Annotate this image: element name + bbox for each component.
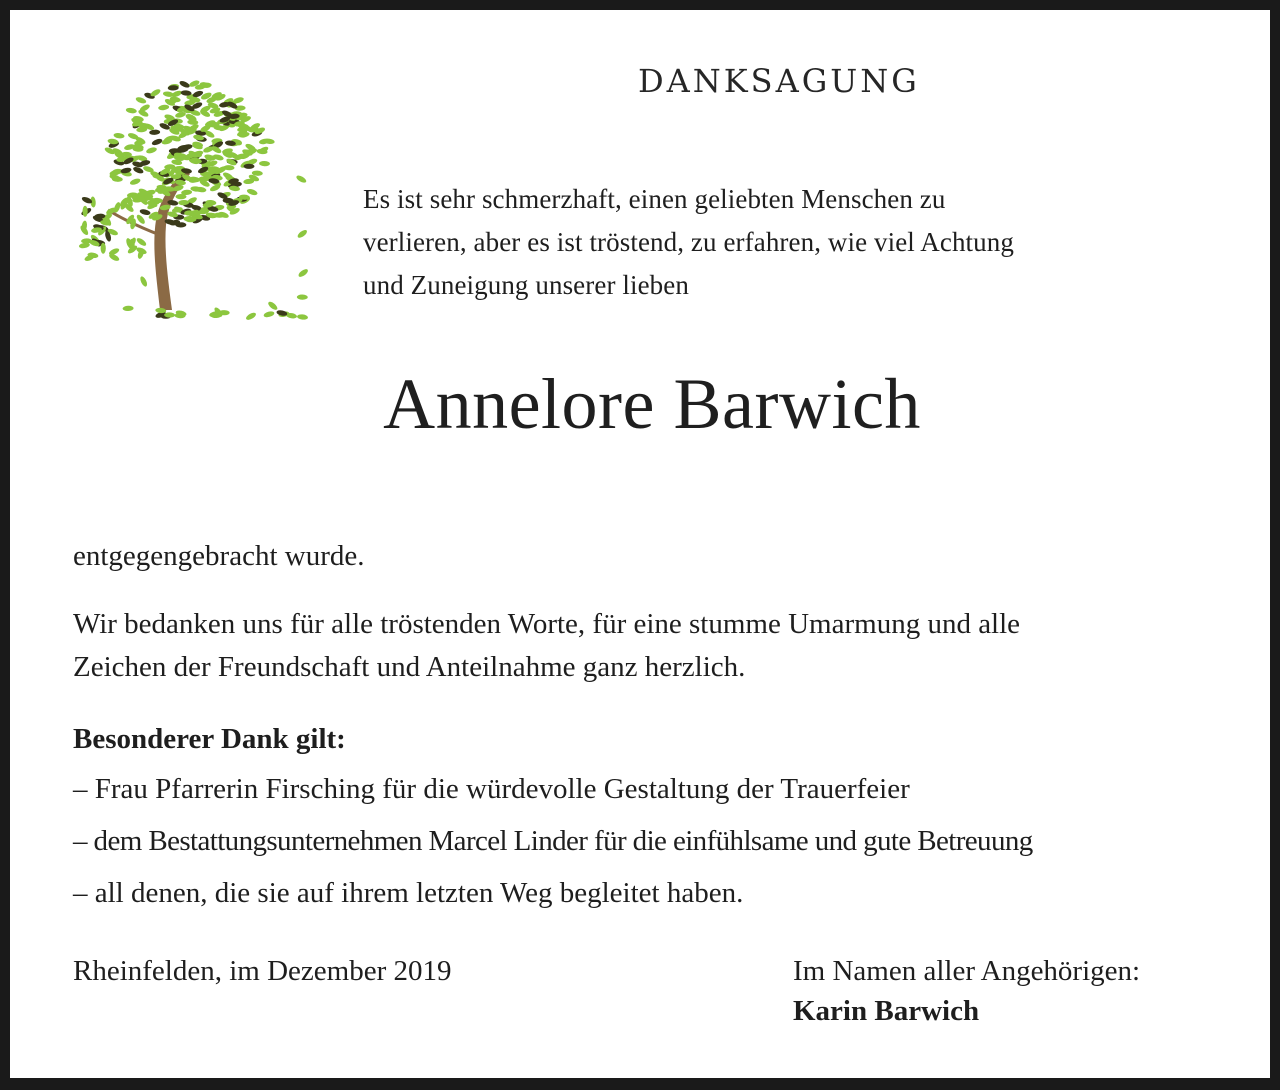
intro-paragraph	[363, 178, 1223, 307]
intro-line: verlieren, aber es ist tröstend, zu erfahren, wie viel Achtung	[363, 227, 1014, 257]
list-item: – all denen, die sie auf ihrem letzten Weg begleitet haben.	[73, 877, 744, 909]
thanks-line: Wir bedanken uns für alle tröstenden Worte, für eine stumme Umarmung und alle	[73, 608, 1021, 640]
special-thanks-list	[73, 768, 1033, 924]
intro-line: und Zuneigung unserer lieben	[363, 270, 689, 300]
notice-heading: DANKSAGUNG	[638, 62, 920, 100]
list-item: – dem Bestattungsunternehmen Marcel Linder für die einfühlsame und gute Betreuung	[73, 825, 1033, 857]
intro-line: Es ist sehr schmerzhaft, einen geliebten Menschen zu	[363, 184, 946, 214]
special-thanks-heading: Besonderer Dank gilt:	[73, 723, 346, 755]
on-behalf-label: Im Namen aller Angehörigen:	[793, 955, 1141, 987]
place-date: Rheinfelden, im Dezember 2019	[73, 955, 452, 987]
received-line: entgegengebracht wurde.	[73, 540, 365, 572]
windblown-tree-icon	[72, 60, 317, 330]
deceased-name: Annelore Barwich	[383, 364, 921, 444]
thanks-line: Zeichen der Freundschaft und Anteilnahme ganz herzlich.	[73, 651, 746, 683]
signer-name: Karin Barwich	[793, 995, 980, 1027]
list-item: – Frau Pfarrerin Firsching für die würdevolle Gestaltung der Trauerfeier	[73, 773, 910, 805]
thanks-paragraph	[73, 603, 1020, 689]
